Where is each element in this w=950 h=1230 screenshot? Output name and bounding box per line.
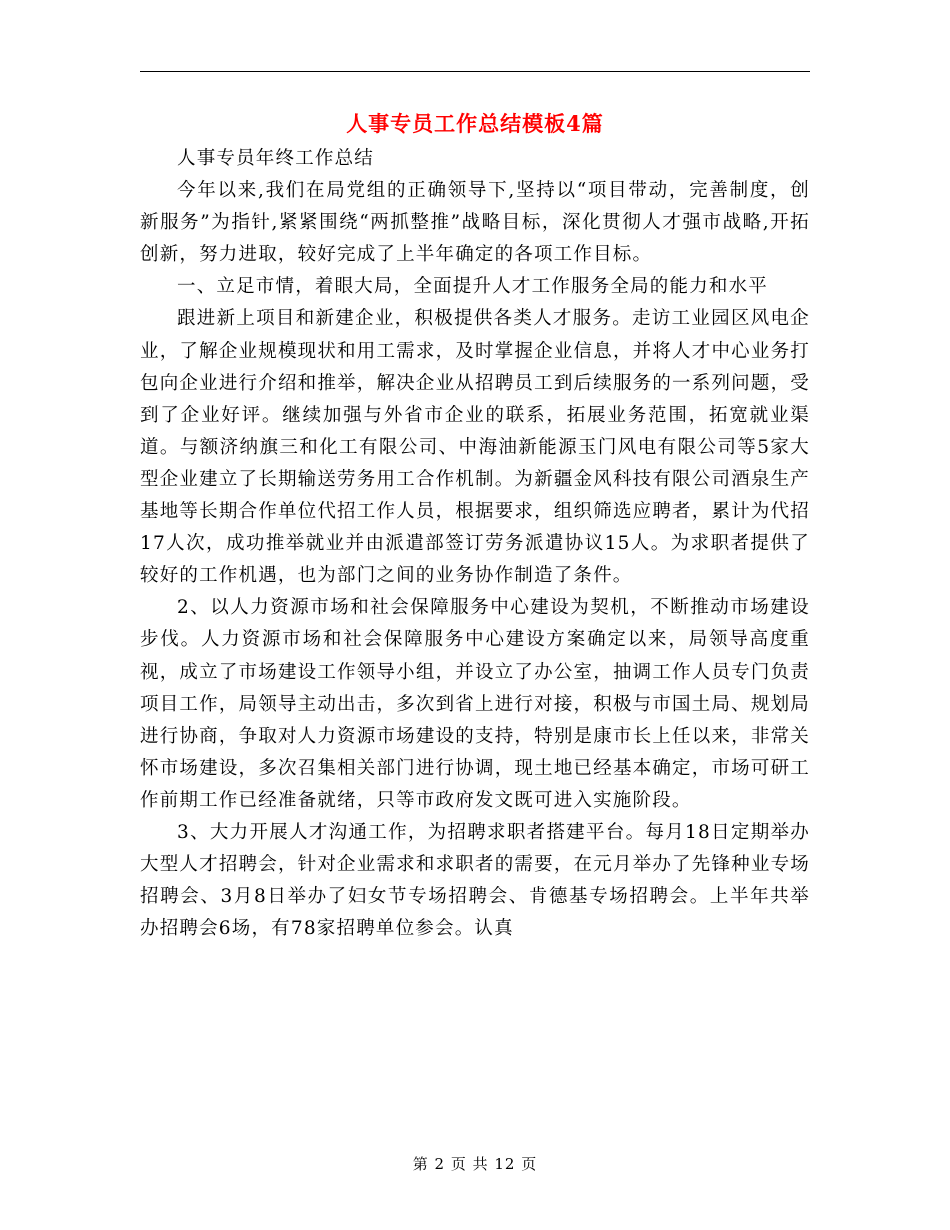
paragraph-talent-exchange: 3、大力开展人才沟通工作，为招聘求职者搭建平台。每月18日定期举办大型人才招聘会，针对企业需求和求职者的需要，在元月举办了先锋种业专场招聘会、3月8日举办了妇女节专场招聘会、肯德基专场招聘会。上半年共举办招聘会6场，有78家招聘单位参会。认真 [140, 821, 810, 940]
document-body [140, 143, 810, 945]
document-title: 人事专员工作总结模板4篇 [346, 111, 604, 136]
paragraph-market-construction: 2、以人力资源市场和社会保障服务中心建设为契机，不断推动市场建设步伐。人力资源市场和社会保障服务中心建设方案确定以来，局领导高度重视，成立了市场建设工作领导小组，并设立了办公室，抽调工作人员专门负责项目工作，局领导主动出击，多次到省上进行对接，积极与市国土局、规划局进行协商，争取对人力资源市场建设的支持，特别是康市长上任以来，非常关怀市场建设，多次召集相关部门进行协调，现土地已经基本确定，市场可研工作前期工作已经准备就绪，只等市政府发文既可进入实施阶段。 [140, 597, 810, 811]
section-heading-one: 一、立足市情，着眼大局，全面提升人才工作服务全局的能力和水平 [177, 276, 769, 298]
paragraph-enterprise-services: 跟进新上项目和新建企业，积极提供各类人才服务。走访工业园区风电企业，了解企业规模现状和用工需求，及时掌握企业信息，并将人才中心业务打包向企业进行介绍和推举，解决企业从招聘员工到后续服务的一系列问题，受到了企业好评。继续加强与外省市企业的联系，拓展业务范围，拓宽就业渠道。与额济纳旗三和化工有限公司、中海油新能源玉门风电有限公司等5家大型企业建立了长期输送劳务用工合作机制。为新疆金风科技有限公司酒泉生产基地等长期合作单位代招工作人员，根据要求，组织筛选应聘者，累计为代招17人次，成功推举就业并由派遣部签订劳务派遣协议15人。为求职者提供了较好的工作机遇，也为部门之间的业务协作制造了条件。 [140, 308, 810, 587]
page-number-footer: 第 2 页 共 12 页 [412, 1155, 538, 1173]
intro-paragraph: 今年以来,我们在局党组的正确领导下,坚持以“项目带动，完善制度，创新服务”为指针,紧紧围绕“两抓整推”战略目标，深化贯彻人才强市战略,开拓创新，努力进取，较好完成了上半年确定的各项工作目标。 [140, 180, 810, 266]
section-heading-year-end: 人事专员年终工作总结 [177, 148, 375, 169]
header-rule [140, 71, 810, 72]
